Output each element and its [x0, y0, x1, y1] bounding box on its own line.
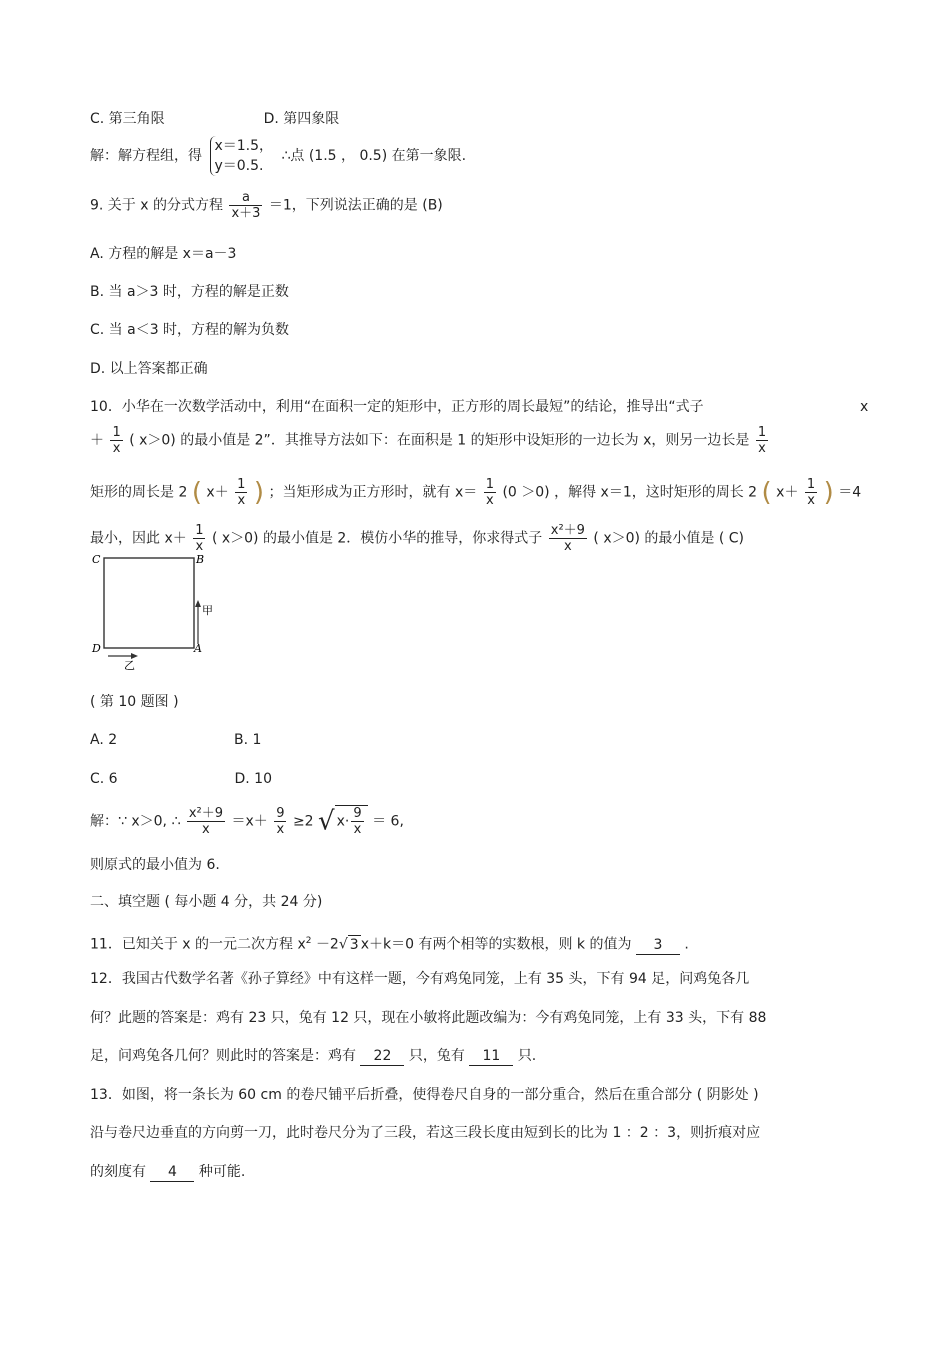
q10-sol-c: ≥2	[292, 813, 314, 830]
frac-num: 1	[195, 523, 204, 538]
q9-stem-b: ＝1，下列说法正确的是 (B)	[268, 197, 443, 214]
q10-line-4-c: ( x＞0) 的最小值是 ( C)	[593, 530, 745, 547]
q9-stem	[90, 190, 443, 221]
q10-option-b: B. 1	[234, 732, 262, 748]
q13-line-3-a: 的刻度有	[90, 1164, 151, 1180]
q11-d: x＋k＝0 有两个相等的实数根，则 k 的值为	[360, 936, 636, 953]
q10-sol-frac	[187, 806, 225, 837]
frac-den: x	[187, 821, 225, 837]
frac-num: 1	[806, 477, 816, 492]
q9-option-d: D. 以上答案都正确	[90, 361, 208, 377]
q8-solution-suffix: ∴点 (1.5 ， 0.5) 在第一象限.	[281, 148, 467, 164]
frac-den: x	[549, 538, 587, 554]
frac-den: x	[351, 821, 363, 837]
q11-answer: 3	[636, 936, 680, 955]
q12-answer-chickens: 22	[360, 1047, 404, 1066]
q9-frac-num: a	[241, 190, 250, 205]
q10-frac-other-side	[756, 425, 768, 456]
frac-num: x²＋9	[188, 806, 223, 821]
q8-solution-prefix: 解：解方程组，得	[90, 148, 202, 164]
q10-line-1-text: 10．小华在一次数学活动中，利用“在面积一定的矩形中，正方形的周长最短”的结论，推导出“式子	[90, 399, 704, 415]
frac-num: 9	[353, 806, 362, 821]
q9-fraction	[229, 190, 262, 221]
frac-den: x	[484, 492, 496, 508]
q10-figure-caption: ( 第 10 题图 )	[90, 694, 179, 710]
square	[104, 558, 194, 648]
q13-line-1: 13．如图，将一条长为 60 cm 的卷尺铺平后折叠，使得卷尺自身的一部分重合，然后在重合部分 ( 阴影处 )	[90, 1087, 759, 1103]
sqrt-content	[335, 805, 368, 837]
q11-sqrt-content: 3	[349, 936, 359, 953]
q10-sol-b: ＝x＋	[231, 813, 268, 830]
close-paren: )	[823, 477, 834, 508]
system-y: y＝0.5.	[214, 158, 264, 174]
q10-sol-d: x·	[336, 813, 350, 830]
q10-options-ab	[90, 731, 261, 749]
frac-num: 9	[276, 806, 285, 821]
frac-den: x	[756, 440, 768, 456]
superscript-2: 2	[305, 936, 312, 946]
q10-line-3-a: 矩形的周长是 2	[90, 484, 188, 501]
q13-answer: 4	[150, 1163, 194, 1182]
q11-b: －2	[315, 936, 339, 953]
section-2-heading: 二、填空题 ( 每小题 4 分，共 24 分)	[90, 894, 323, 910]
label-b: B	[196, 553, 205, 566]
q10-options-cd	[90, 770, 272, 788]
q12-line-3-a: 足，问鸡兔各几何？则此时的答案是：鸡有	[90, 1048, 361, 1064]
q9-option-b: B. 当 a＞3 时，方程的解是正数	[90, 284, 289, 300]
close-paren: )	[253, 477, 265, 508]
q9-frac-den: x＋3	[231, 206, 261, 221]
q10-plus: ＋	[90, 432, 104, 449]
q9-option-c: C. 当 a＜3 时，方程的解为负数	[90, 322, 290, 338]
q10-option-a: A. 2	[90, 732, 118, 748]
q12-line-2: 何？此题的答案是：鸡有 23 只，兔有 12 只，现在小敏将此题改编为：今有鸡兔同笼，上有 33 头，下有 88	[90, 1010, 767, 1026]
frac-den: x	[274, 821, 286, 837]
q8-solution	[90, 136, 466, 176]
q10-line-3-d: (0 ＞0) ，解得 x＝1，这时矩形的周长 2	[502, 484, 758, 501]
q10-sol-a: 解：∵ x＞0, ∴	[90, 813, 181, 830]
sqrt-icon: √	[318, 806, 335, 837]
q10-line-1	[90, 398, 704, 416]
q13-line-2: 沿与卷尺边垂直的方向剪一刀，此时卷尺分为了三段，若这三段长度由短到长的比为 1 ：2 ：3，则折痕对应	[90, 1125, 761, 1141]
frac-den: x	[235, 492, 247, 508]
q10-line-3	[90, 477, 861, 508]
q10-line-3-b2: x＋	[776, 484, 799, 501]
q8-options	[90, 110, 339, 128]
q9-stem-a: 9. 关于 x 的分式方程	[90, 197, 223, 214]
q10-figure	[90, 550, 230, 670]
q10-frac-perimeter-2	[805, 477, 817, 508]
q11-a: 11．已知关于 x 的一元二次方程 x	[90, 936, 306, 953]
q10-solution	[90, 805, 404, 837]
label-yi: 乙	[124, 659, 135, 670]
q10-sol-frac-9x	[274, 806, 286, 837]
q10-line-3-c: ；当矩形成为正方形时，就有 x＝	[268, 484, 478, 501]
q10-line-2	[90, 425, 770, 456]
label-a: A	[194, 642, 202, 655]
q10-frac-perimeter	[235, 477, 247, 508]
q9-option-a: A. 方程的解是 x＝a－3	[90, 246, 237, 262]
q10-line-4-b: ( x＞0) 的最小值是 2．模仿小华的推导，你求得式子	[211, 530, 543, 547]
q10-line-3-b: x＋	[206, 484, 229, 501]
label-c: C	[92, 553, 101, 566]
q13-line-3	[90, 1163, 245, 1182]
q10-solution-min: 则原式的最小值为 6.	[90, 857, 220, 873]
frac-num: x²＋9	[550, 523, 585, 538]
q13-line-3-b: 种可能.	[198, 1164, 246, 1180]
frac-num: 1	[237, 477, 246, 492]
system-x: x＝1.5，	[214, 138, 274, 154]
q10-line-1-end: x	[860, 399, 869, 415]
q12-answer-rabbits: 11	[469, 1047, 513, 1066]
frac-num: 1	[757, 425, 767, 440]
q12-line-3	[90, 1047, 536, 1066]
sqrt-icon: √	[338, 936, 348, 953]
q10-line-2-text: ( x＞0) 的最小值是 2”．其推导方法如下：在面积是 1 的矩形中设矩形的一边长为 x，则另一边长是	[129, 432, 750, 449]
q10-option-d: D. 10	[234, 771, 272, 787]
arrow-up-icon	[195, 600, 201, 607]
q12-line-3-c: 只.	[517, 1048, 537, 1064]
equation-system	[210, 136, 273, 176]
label-d: D	[92, 642, 101, 655]
open-paren: (	[761, 477, 772, 508]
open-paren: (	[191, 477, 202, 508]
frac-den: x	[110, 440, 122, 456]
q10-option-c: C. 6	[90, 771, 118, 787]
frac-num: 1	[112, 425, 121, 440]
q10-sol-frac-9x-2	[351, 806, 363, 837]
q11-e: .	[684, 936, 689, 953]
q10-line-4-a: 最小，因此 x＋	[90, 530, 187, 547]
q8-option-d: D. 第四象限	[263, 111, 340, 127]
q10-frac-square	[484, 477, 496, 508]
q10-frac-1-over-x	[110, 425, 122, 456]
frac-den: x	[805, 492, 817, 508]
label-jia: 甲	[202, 604, 213, 617]
q10-sol-e: ＝ 6,	[372, 813, 404, 830]
q8-option-c: C. 第三角限	[90, 111, 165, 127]
q12-line-1: 12．我国古代数学名著《孙子算经》中有这样一题，今有鸡兔同笼，上有 35 头，下有 94 足，问鸡兔各几	[90, 971, 750, 987]
q10-line-3-e: ＝4	[838, 484, 862, 501]
q10-frac-expression	[549, 523, 587, 554]
q12-line-3-b: 只，兔有	[408, 1048, 470, 1064]
frac-den: x	[193, 538, 205, 554]
q11	[90, 932, 689, 955]
frac-num: 1	[485, 477, 494, 492]
